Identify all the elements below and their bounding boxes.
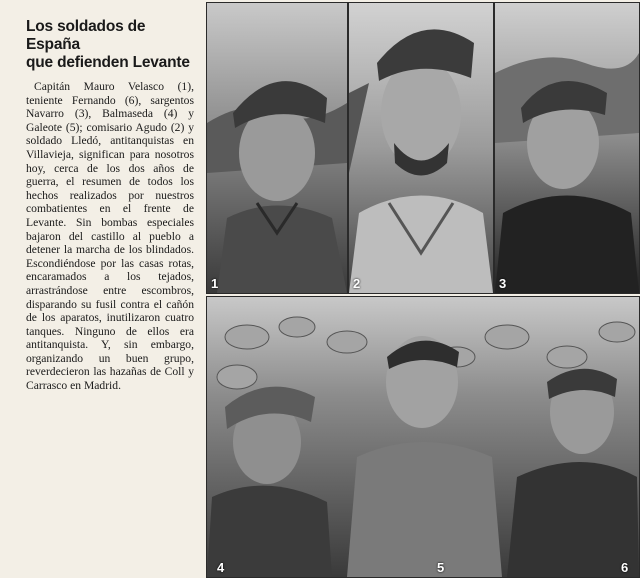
portrait-photo-3 xyxy=(494,2,640,294)
photo-number-5: 5 xyxy=(437,560,445,575)
soldier-portrait-image xyxy=(207,3,347,293)
photo-number-2: 2 xyxy=(353,276,361,291)
group-photo xyxy=(206,296,640,578)
portrait-photo-1 xyxy=(206,2,348,294)
photo-number-6: 6 xyxy=(621,560,629,575)
photo-number-3: 3 xyxy=(499,276,507,291)
headline-line-1: Los soldados de España xyxy=(26,18,146,53)
article-body: Capitán Mauro Velasco (1), teniente Fernando (6), sargentos Navarro (3), Balmaseda (4) y Galeote (5); comisario Agudo (2) y soldado Lledó, antitanquistas en Villavieja, significan para nosotros hoy, cerca de los dos años de guerra, el resumen de todos los hechos realizados por nuestros combatientes en el frente de Levante. Sin bombas especiales bajaron del castillo al pueblo a detener la marcha de los blindados. Escondiéndose por las casas rotas, encaramados a los tejados, arrastrándose entre escombros, disparando su fusil contra el cañón de los aparatos, inutilizaron cuatro tanques. Ninguno de ellos era antitanquista. Y, sin embargo, organizando un buen grupo, reverdecieron las hazañas de Coll y Carrasco en Madrid. xyxy=(26,80,194,393)
article-column xyxy=(0,0,202,578)
photo-number-1: 1 xyxy=(211,276,219,291)
soldier-portrait-image xyxy=(495,3,639,293)
soldiers-group-image xyxy=(207,297,639,577)
soldier-portrait-image xyxy=(349,3,493,293)
headline-line-2: que defienden Levante xyxy=(26,54,190,71)
photo-number-4: 4 xyxy=(217,560,225,575)
article-headline xyxy=(26,18,194,72)
portrait-photo-2 xyxy=(348,2,494,294)
